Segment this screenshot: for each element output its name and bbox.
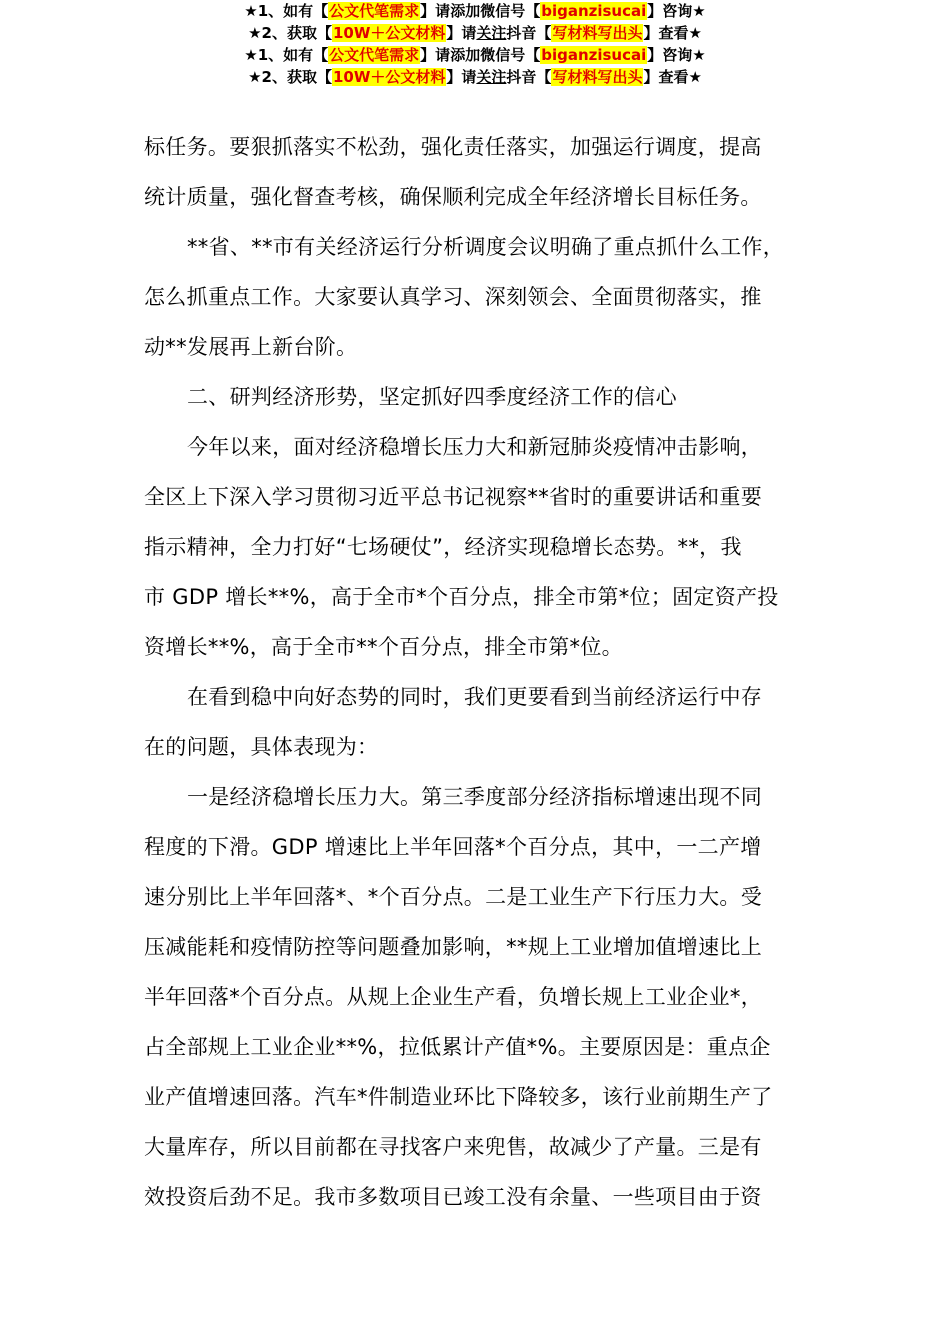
body-line: 程度的下滑。GDP 增速比上半年回落*个百分点，其中，一二产增 — [144, 835, 762, 859]
document-body — [144, 122, 834, 1222]
banner-text: 关注 — [476, 68, 507, 86]
body-line: 怎么抓重点工作。大家要认真学习、深刻领会、全面贯彻落实，推 — [144, 285, 762, 309]
banner-text: ★2、获取【 — [248, 24, 332, 42]
banner-text: 】请 — [446, 68, 477, 86]
body-line: 占全部规上工业企业**%，拉低累计产值*%。主要原因是：重点企 — [144, 1035, 771, 1059]
banner-text: ★1、如有【 — [244, 2, 329, 20]
banner-text: 】查看★ — [643, 24, 702, 42]
banner-text: ★2、获取【 — [248, 68, 332, 86]
banner-highlight: biganzisucai — [541, 2, 647, 20]
footer-banner — [0, 44, 950, 88]
banner-text: 微信号【 — [480, 2, 541, 20]
banner-highlight: 公文代笔需求 — [329, 2, 420, 20]
banner-highlight: 10W＋公文材料 — [332, 24, 446, 42]
body-line: 标任务。要狠抓落实不松劲，强化责任落实，加强运行调度，提高 — [144, 135, 762, 159]
banner-line-2 — [0, 22, 950, 44]
banner-line-1 — [0, 44, 950, 66]
banner-text: 】查看★ — [643, 68, 702, 86]
body-line: 指示精神，全力打好“七场硬仗”，经济实现稳增长态势。**，我 — [144, 535, 742, 559]
banner-highlight: 10W＋公文材料 — [332, 68, 446, 86]
banner-highlight: biganzisucai — [541, 46, 647, 64]
header-banner — [0, 0, 950, 44]
banner-line-2 — [0, 66, 950, 88]
body-line: 在看到稳中向好态势的同时，我们更要看到当前经济运行中存 — [187, 685, 763, 709]
banner-text: 添加 — [450, 46, 481, 64]
banner-text: 抖音【 — [506, 24, 552, 42]
banner-text: 】请 — [420, 46, 451, 64]
body-line: 一是经济稳增长压力大。第三季度部分经济指标增速出现不同 — [187, 785, 763, 809]
banner-highlight: 写材料写出头 — [552, 24, 643, 42]
banner-text: 】请 — [420, 2, 451, 20]
body-line: **省、**市有关经济运行分析调度会议明确了重点抓什么工作， — [187, 235, 784, 259]
banner-text: 添加 — [450, 2, 481, 20]
body-line: 效投资后劲不足。我市多数项目已竣工没有余量、一些项目由于资 — [144, 1185, 762, 1209]
section-heading: 二、研判经济形势，坚定抓好四季度经济工作的信心 — [187, 385, 677, 409]
banner-text: 】咨询★ — [647, 2, 706, 20]
banner-highlight: 公文代笔需求 — [329, 46, 420, 64]
banner-text: 关注 — [476, 24, 507, 42]
body-line: 大量库存，所以目前都在寻找客户来兜售，故减少了产量。三是有 — [144, 1135, 762, 1159]
body-line: 速分别比上半年回落*、*个百分点。二是工业生产下行压力大。受 — [144, 885, 762, 909]
banner-text: 抖音【 — [506, 68, 552, 86]
body-line: 统计质量，强化督查考核，确保顺利完成全年经济增长目标任务。 — [144, 185, 762, 209]
body-line: 业产值增速回落。汽车*件制造业环比下降较多，该行业前期生产了 — [144, 1085, 773, 1109]
body-line: 今年以来，面对经济稳增长压力大和新冠肺炎疫情冲击影响， — [187, 435, 763, 459]
body-line: 半年回落*个百分点。从规上企业生产看，负增长规上工业企业*， — [144, 985, 762, 1009]
banner-text: ★1、如有【 — [244, 46, 329, 64]
banner-text: 】请 — [446, 24, 477, 42]
body-line: 压减能耗和疫情防控等问题叠加影响，**规上工业增加值增速比上 — [144, 935, 762, 959]
body-line: 市 GDP 增长**%，高于全市*个百分点，排全市第*位；固定资产投 — [144, 585, 779, 609]
body-line: 动**发展再上新台阶。 — [144, 335, 358, 359]
body-line: 全区上下深入学习贯彻习近平总书记视察**省时的重要讲话和重要 — [144, 485, 762, 509]
banner-text: 微信号【 — [480, 46, 541, 64]
banner-highlight: 写材料写出头 — [552, 68, 643, 86]
body-line: 在的问题，具体表现为： — [144, 735, 379, 759]
banner-text: 】咨询★ — [647, 46, 706, 64]
banner-line-1 — [0, 0, 950, 22]
body-line: 资增长**%，高于全市**个百分点，排全市第*位。 — [144, 635, 623, 659]
